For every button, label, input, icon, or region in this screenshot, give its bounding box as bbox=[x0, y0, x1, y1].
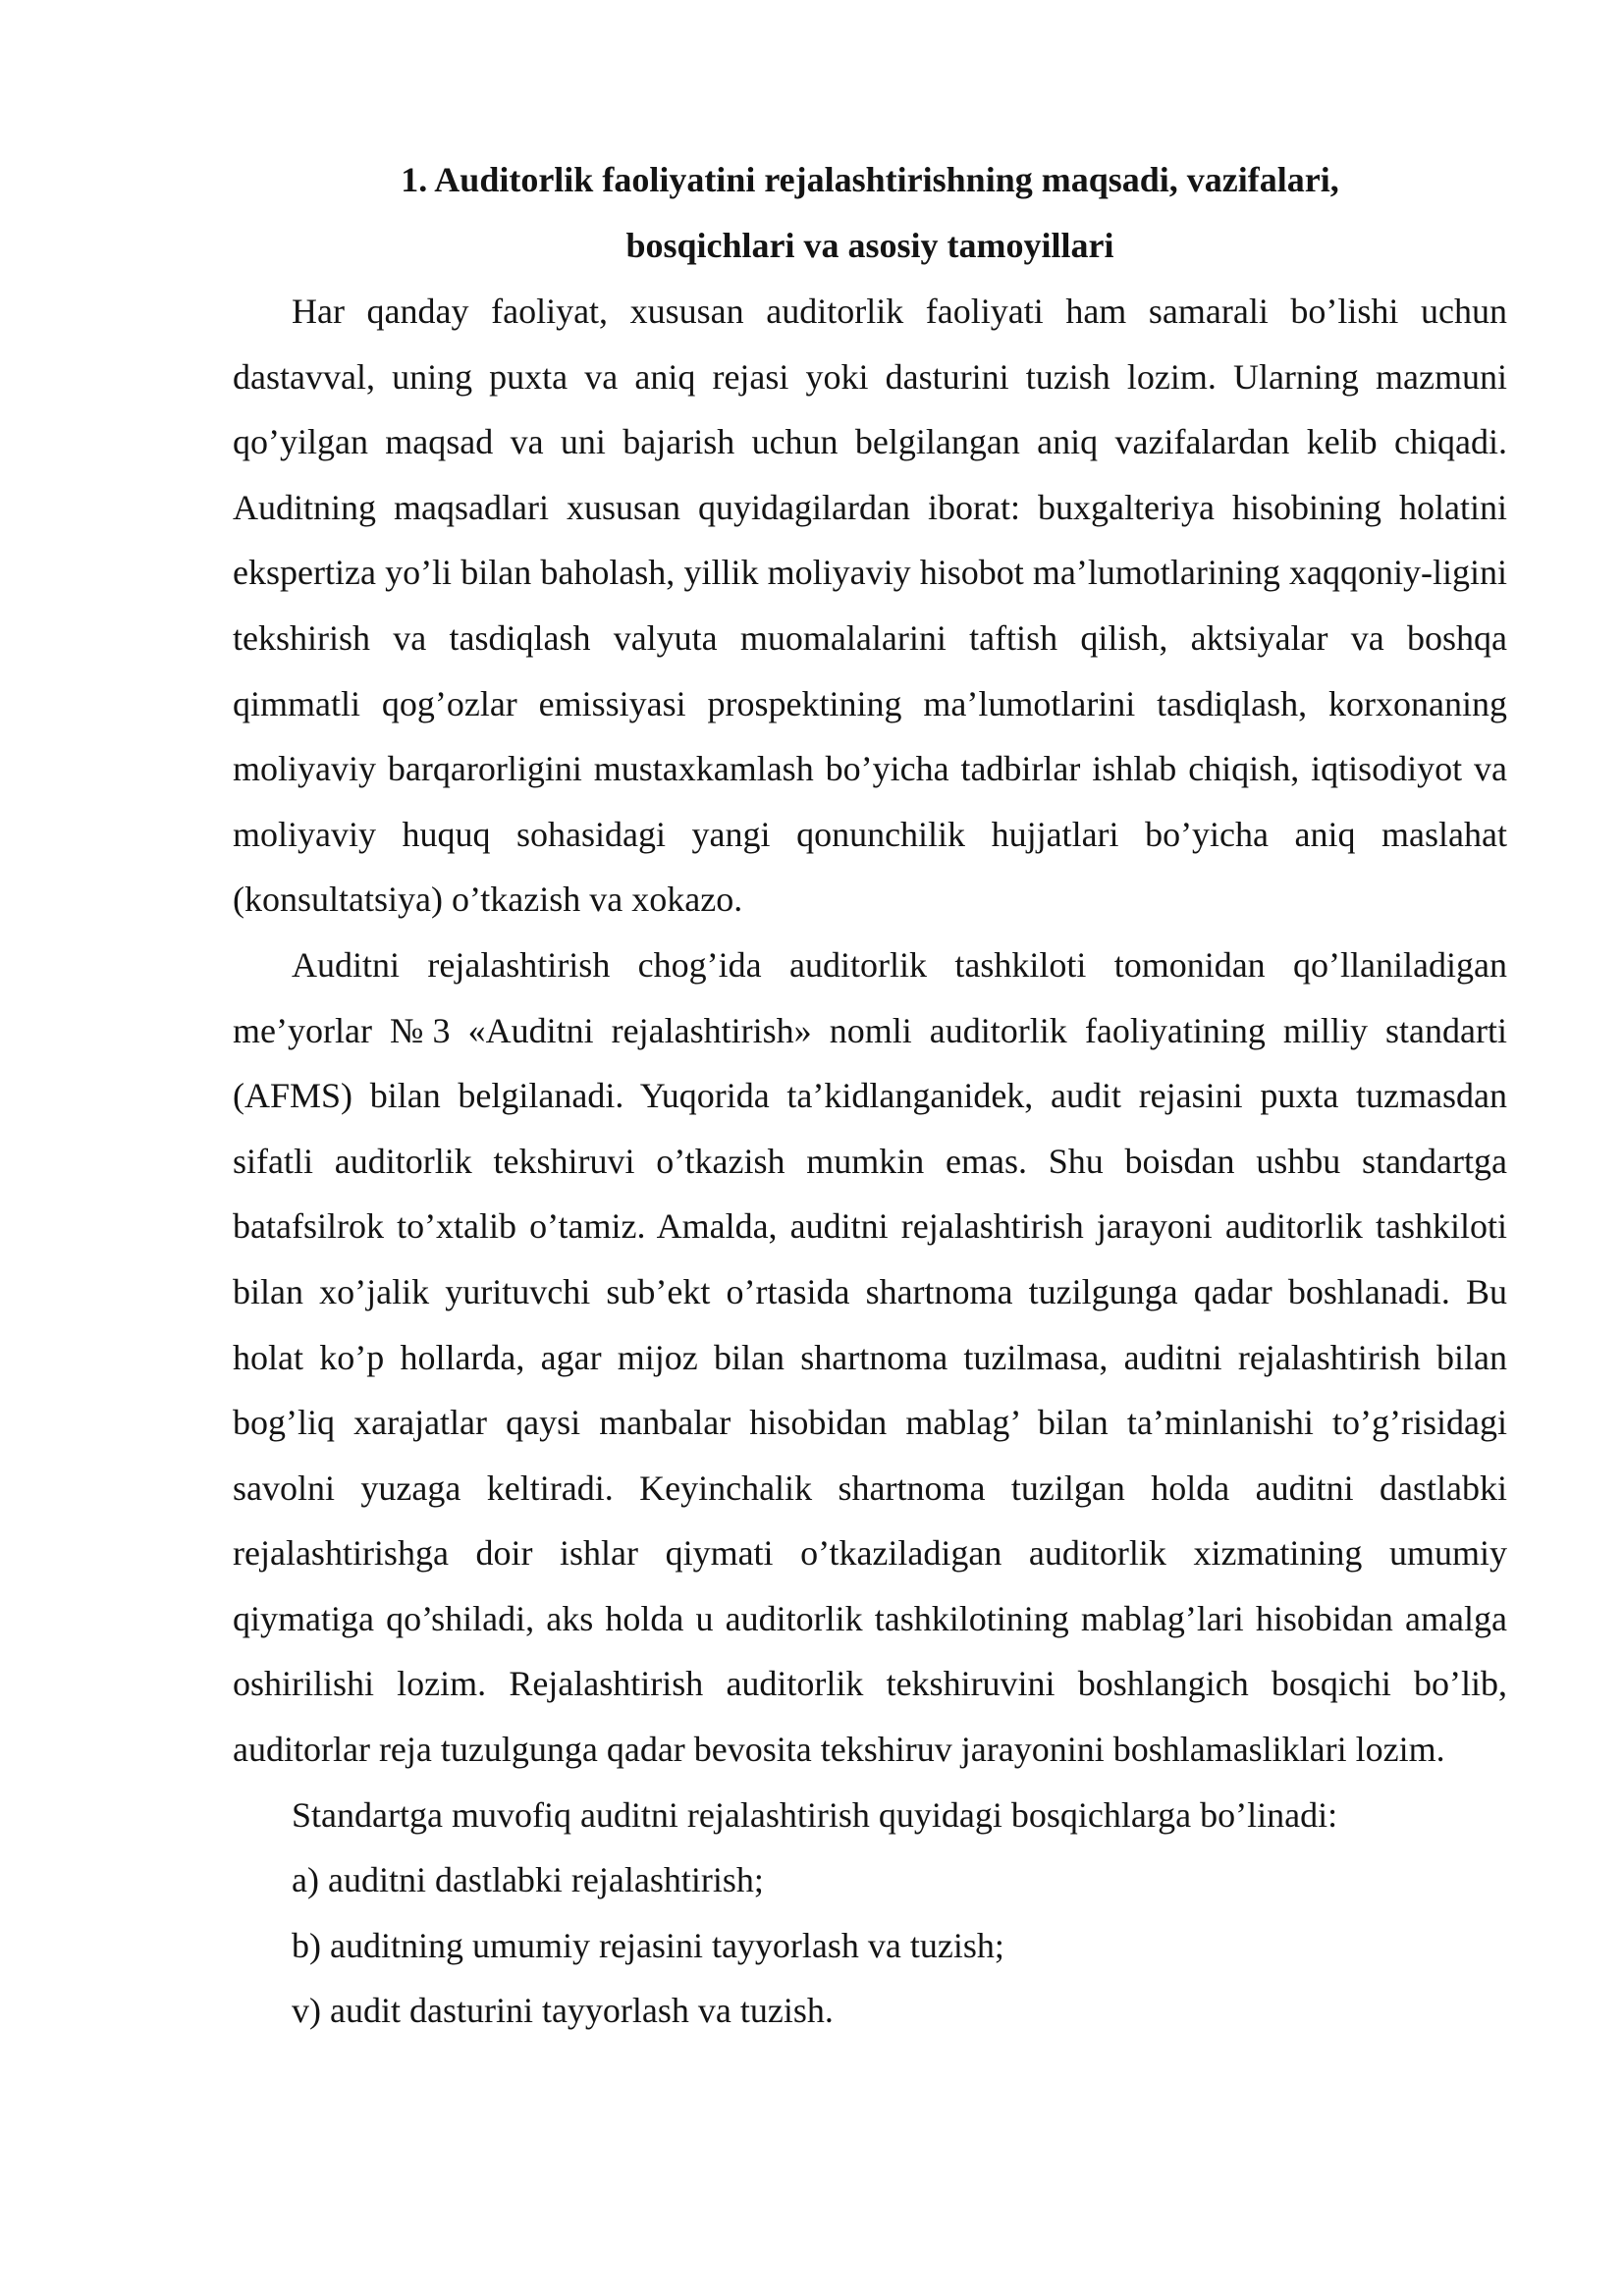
section-heading bbox=[233, 147, 1507, 279]
document-page bbox=[233, 147, 1507, 2044]
heading-line-1: 1. Auditorlik faoliyatini rejalashtirishning maqsadi, vazifalari, bbox=[401, 160, 1339, 199]
paragraph-1: Har qanday faoliyat, xususan auditorlik faoliyati ham samarali bo’lishi uchun dastavval, uning puxta va aniq rejasi yoki dasturini tuzish lozim. Ularning mazmuni qo’yilgan maqsad va uni bajarish uchun belgilangan aniq vazifalardan kelib chiqadi. Auditning maqsadlari xususan quyidagilardan iborat: buxgalteriya hisobining holatini ekspertiza yo’li bilan baholash, yillik moliyaviy hisobot ma’lumotlarining xaqqoniy-ligini tekshirish va tasdiqlash valyuta muomalalarini taftish qilish, aktsiyalar va boshqa qimmatli qog’ozlar emissiyasi prospektining ma’lumotlarini tasdiqlash, korxonaning moliyaviy barqarorligini mustaxkamlash bo’yicha tadbirlar ishlab chiqish, iqtisodiyot va moliyaviy huquq sohasidagi yangi qonunchilik hujjatlari bo’yicha aniq maslahat (konsultatsiya) o’tkazish va xokazo. bbox=[233, 292, 1507, 920]
stages-list bbox=[233, 1847, 1507, 2044]
list-item: a) auditni dastlabki rejalashtirish; bbox=[292, 1860, 764, 1900]
paragraph-2: Auditni rejalashtirish chog’ida auditorlik tashkiloti tomonidan qo’llaniladigan me’yorlar №3 «Auditni rejalashtirish» nomli auditorlik faoliyatining milliy standarti (AFMS) bilan belgilanadi. Yuqorida ta’kidlanganidek, audit rejasini puxta tuzmasdan sifatli auditorlik tekshiruvi o’tkazish mumkin emas. Shu boisdan ushbu standartga batafsilrok to’xtalib o’tamiz. Amalda, auditni rejalashtirish jarayoni auditorlik tashkiloti bilan xo’jalik yurituvchi sub’ekt o’rtasida shartnoma tuzilgunga qadar boshlanadi. Bu holat ko’p hollarda, agar mijoz bilan shartnoma tuzilmasa, auditni rejalashtirish bilan bog’liq xarajatlar qaysi manbalar hisobidan mablag’ bilan ta’minlanishi to’g’risidagi savolni yuzaga keltiradi. Keyinchalik shartnoma tuzilgan holda auditni dastlabki rejalashtirishga doir ishlar qiymati o’tkaziladigan auditorlik xizmatining umumiy qiymatiga qo’shiladi, aks holda u auditorlik tashkilotining mablag’lari hisobidan amalga oshirilishi lozim. Rejalashtirish auditorlik tekshiruvini boshlangich bosqichi bo’lib, auditorlar reja tuzulgunga qadar bevosita tekshiruv jarayonini boshlamasliklari lozim. bbox=[233, 944, 1507, 1770]
list-item: v) audit dasturini tayyorlash va tuzish. bbox=[292, 1991, 834, 2031]
list-intro: Standartga muvofiq auditni rejalashtirish quyidagi bosqichlarga bo’linadi: bbox=[292, 1794, 1338, 1835]
heading-line-2: bosqichlari va asosiy tamoyillari bbox=[625, 226, 1114, 265]
list-item: b) auditning umumiy rejasini tayyorlash va tuzish; bbox=[292, 1925, 1004, 1965]
